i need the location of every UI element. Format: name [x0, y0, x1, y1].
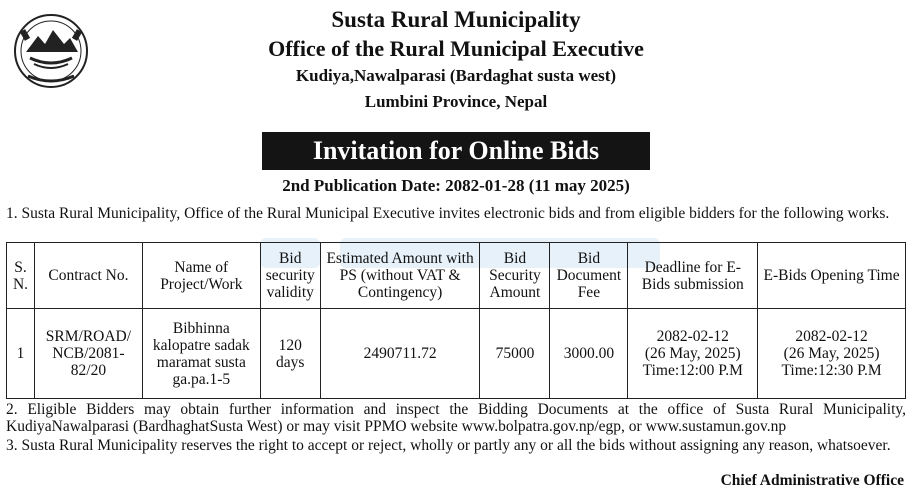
col-estimate: Estimated Amount with PS (without VAT & Contingency) [320, 243, 480, 309]
cell-fee: 3000.00 [550, 309, 628, 399]
office-address: Kudiya,Nawalparasi (Bardaghat susta west) [295, 66, 617, 85]
cell-contract: SRM/ROAD/ NCB/2081- 82/20 [34, 309, 142, 399]
deadline-ad-date: (26 May, 2025) [644, 345, 741, 362]
deadline-time: Time:12:00 P.M [642, 362, 743, 379]
cell-security: 75000 [480, 309, 550, 399]
table-header-row [7, 243, 906, 309]
signatory: Chief Administrative Office [720, 472, 904, 489]
bids-table [6, 242, 906, 399]
cell-estimate: 2490711.72 [320, 309, 480, 399]
col-security: Bid Security Amount [480, 243, 550, 309]
clause-3: 3. Susta Rural Municipality reserves the right to accept or reject, wholly or partly any or all the bids without assigning any reason, whatsoever. [6, 437, 891, 454]
table-row [7, 309, 906, 399]
col-deadline: Deadline for E-Bids submission [628, 243, 758, 309]
org-name: Susta Rural Municipality [331, 7, 581, 32]
col-sn: S. N. [7, 243, 35, 309]
opening-ad-date: (26 May, 2025) [783, 345, 880, 362]
col-project: Name of Project/Work [142, 243, 260, 309]
office-name: Office of the Rural Municipal Executive [268, 36, 644, 61]
clause-1: 1. Susta Rural Municipality, Office of the Rural Municipal Executive invites electronic bids and from eligible bidders for the following works. [6, 205, 890, 222]
opening-date: 2082-02-12 [795, 328, 868, 345]
cell-opening [758, 309, 906, 399]
col-validity: Bid security validity [260, 243, 320, 309]
cell-sn: 1 [7, 309, 35, 399]
opening-time: Time:12:30 P.M [781, 362, 882, 379]
cell-project: Bibhinna kalopatre sadak maramat susta ga.pa.1-5 [142, 309, 260, 399]
publication-date: 2nd Publication Date: 2082-01-28 (11 may 2025) [282, 176, 630, 195]
col-opening: E-Bids Opening Time [758, 243, 906, 309]
col-fee: Bid Document Fee [550, 243, 628, 309]
cell-deadline [628, 309, 758, 399]
letterhead [0, 6, 912, 115]
clause-2: 2. Eligible Bidders may obtain further information and inspect the Bidding Documents at the office of Susta Rural Municipality, KudiyaNawalparasi (BardhaghatSusta West) or may visit PPMO website www.bolpatra.gov.np/egp, or www.sustamun.gov.np [6, 401, 906, 435]
province: Lumbini Province, Nepal [364, 92, 548, 111]
col-contract: Contract No. [34, 243, 142, 309]
deadline-date: 2082-02-12 [656, 328, 729, 345]
notice-title: Invitation for Online Bids [262, 132, 650, 170]
cell-validity: 120 days [260, 309, 320, 399]
